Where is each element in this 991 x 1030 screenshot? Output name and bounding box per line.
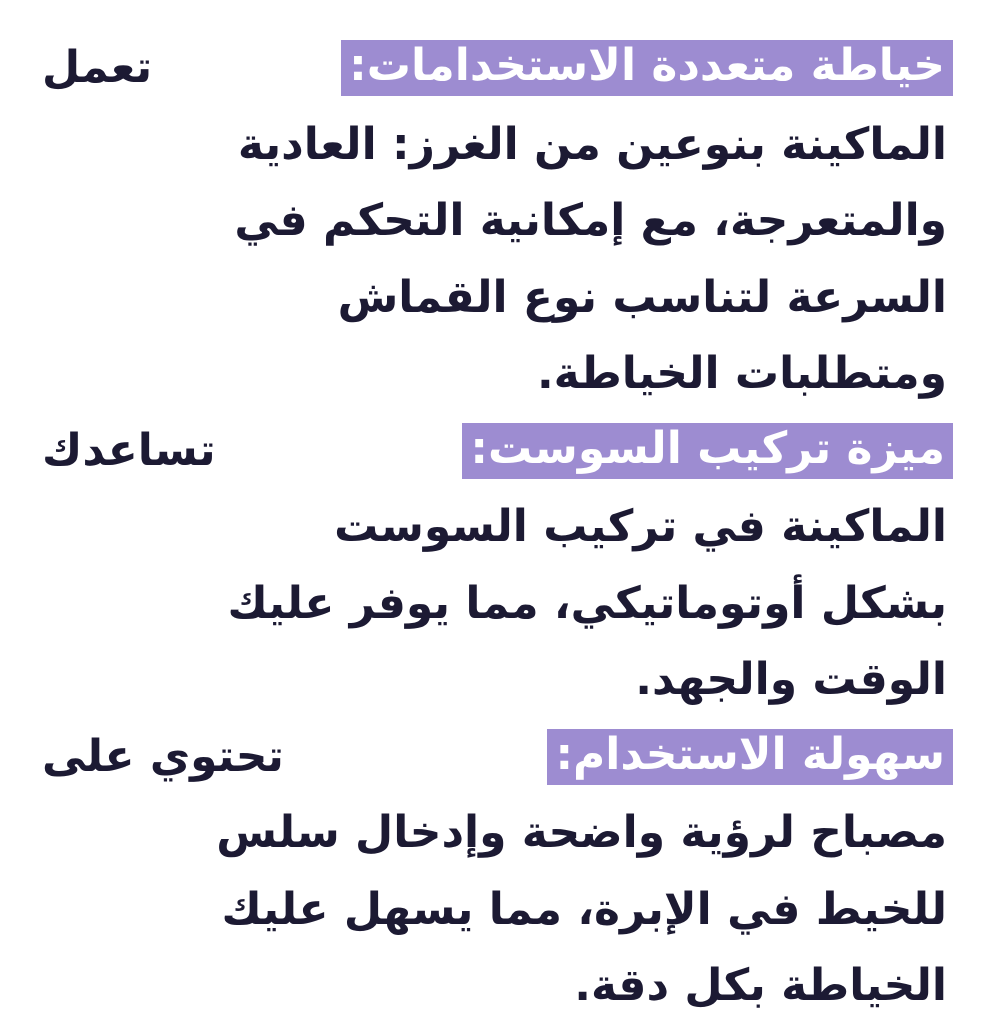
paragraph-line — [42, 872, 947, 949]
body-text: الخياطة بكل دقة. — [574, 960, 947, 1012]
body-text: تعمل — [42, 42, 153, 94]
body-text: السرعة لتناسب نوع القماش — [337, 271, 947, 323]
section-heading: ميزة تركيب السوست: — [462, 423, 953, 479]
body-text: ومتطلبات الخياطة. — [536, 348, 947, 400]
paragraph-line — [42, 948, 947, 1025]
paragraph-line — [42, 107, 947, 184]
body-text: مصباح لرؤية واضحة وإدخال سلس — [216, 807, 947, 859]
body-text: الماكينة في تركيب السوست — [334, 501, 947, 553]
body-text: والمتعرجة، مع إمكانية التحكم في — [234, 195, 947, 247]
paragraph-line — [42, 260, 947, 337]
body-text: الماكينة بنوعين من الغرز: العادية — [237, 118, 947, 170]
body-text: الوقت والجهد. — [635, 654, 947, 706]
paragraph-line — [42, 795, 947, 872]
body-text: بشكل أوتوماتيكي، مما يوفر عليك — [227, 577, 947, 629]
document-body — [42, 30, 947, 1025]
paragraph-line — [42, 489, 947, 566]
paragraph-line — [42, 30, 947, 107]
paragraph-line — [42, 413, 947, 490]
paragraph-line — [42, 336, 947, 413]
section-heading: سهولة الاستخدام: — [547, 729, 953, 785]
section-heading: خياطة متعددة الاستخدامات: — [341, 40, 953, 96]
paragraph-line — [42, 566, 947, 643]
paragraph-line — [42, 183, 947, 260]
body-text: تحتوي على — [42, 730, 284, 782]
body-text: تساعدك — [42, 424, 216, 476]
body-text: للخيط في الإبرة، مما يسهل عليك — [221, 883, 947, 935]
paragraph-line — [42, 719, 947, 796]
paragraph-line — [42, 642, 947, 719]
